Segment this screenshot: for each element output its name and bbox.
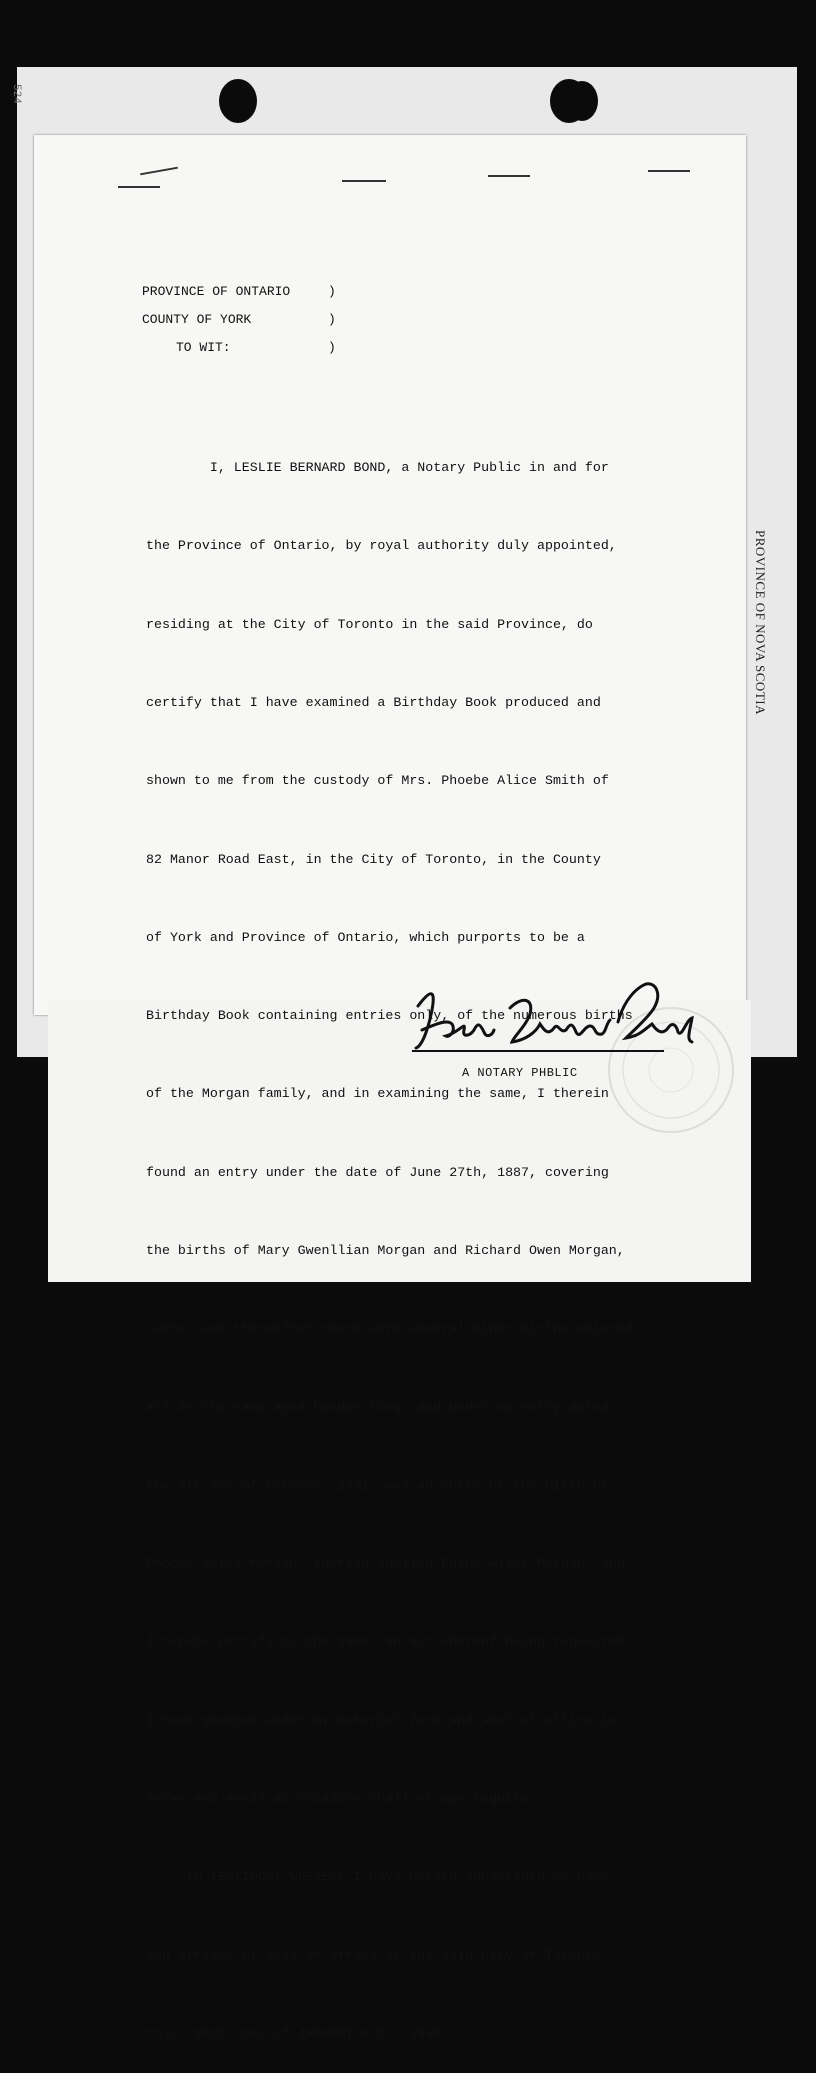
staple-mark — [648, 170, 690, 172]
signature-area — [400, 960, 700, 1060]
body-line: this 18th day of JANUARY A.D., 1950. — [146, 2025, 450, 2041]
body-line: I hereby certify to the same, an act whereof being requested — [146, 1634, 625, 1650]
corner-pencil-note: 524 — [10, 84, 22, 104]
staple-mark — [488, 175, 530, 177]
body-line: twins, and thereafter there were several other births entered — [146, 1321, 633, 1337]
body-line: Birthday Book containing entries only, of the numerous births — [146, 1008, 633, 1024]
venue-caption — [142, 283, 336, 367]
body-line: all in the same aged handwriting, and under an entry dated — [146, 1399, 609, 1415]
body-line: of the Morgan family, and in examining the same, I therein — [146, 1086, 609, 1102]
body-line: shown to me from the custody of Mrs. Phoebe Alice Smith of — [146, 773, 609, 789]
body-line: the births of Mary Gwenllian Morgan and Richard Owen Morgan, — [146, 1243, 625, 1258]
venue-paren: ) — [328, 340, 336, 355]
venue-province: PROVINCE OF ONTARIO — [142, 284, 291, 299]
venue-paren: ) — [328, 284, 336, 299]
body-line: certify that I have examined a Birthday Book produced and — [146, 695, 601, 711]
staple-mark — [118, 186, 160, 188]
body-line: serve and avail as occasion shall or may require. — [146, 1790, 537, 1806]
venue-county: COUNTY OF YORK — [142, 312, 252, 327]
handwritten-signature — [400, 960, 700, 1060]
staple-mark — [342, 180, 386, 182]
body-line: found an entry under the date of June 27th, 1887, covering — [146, 1164, 609, 1180]
venue-province-row — [142, 283, 336, 311]
punch-hole-left — [219, 79, 257, 123]
venue-county-row — [142, 311, 336, 339]
signature-line — [412, 1050, 664, 1052]
venue-to-wit: TO WIT: — [176, 340, 231, 355]
body-line: Phoebe Alice Morgan, therein spelled Phebe Alice Morgan, and — [146, 1556, 625, 1572]
body-line: IN TESTIMONY WHEREOF I have hereto subscribed my name — [146, 1869, 609, 1885]
body-line: of York and Province of Ontario, which purports to be a — [146, 929, 585, 945]
body-line: and affixed my seal of office at the said City of Toronto, — [146, 1947, 609, 1963]
certificate-body — [146, 403, 666, 2073]
venue-paren: ) — [328, 312, 336, 327]
venue-to-wit-row — [142, 339, 336, 367]
body-line: the Province of Ontario, by royal authority duly appointed, — [146, 538, 617, 554]
signer-role: A NOTARY PHBLIC — [462, 1066, 578, 1080]
punch-hole-right-overlap — [566, 81, 598, 121]
body-line: the 9th day of October, 1881, was an entry of the birth of — [146, 1477, 609, 1493]
body-line: residing at the City of Toronto in the said Province, do — [146, 616, 593, 632]
side-province-title: PROVINCE OF NOVA SCOTIA — [753, 530, 768, 715]
body-line: 82 Manor Road East, in the City of Toronto, in the County — [146, 851, 601, 867]
body-line: I, LESLIE BERNARD BOND, a Notary Public in and for — [146, 460, 609, 476]
body-line: I have granted under my notarial form and seal of office to — [146, 1712, 617, 1728]
